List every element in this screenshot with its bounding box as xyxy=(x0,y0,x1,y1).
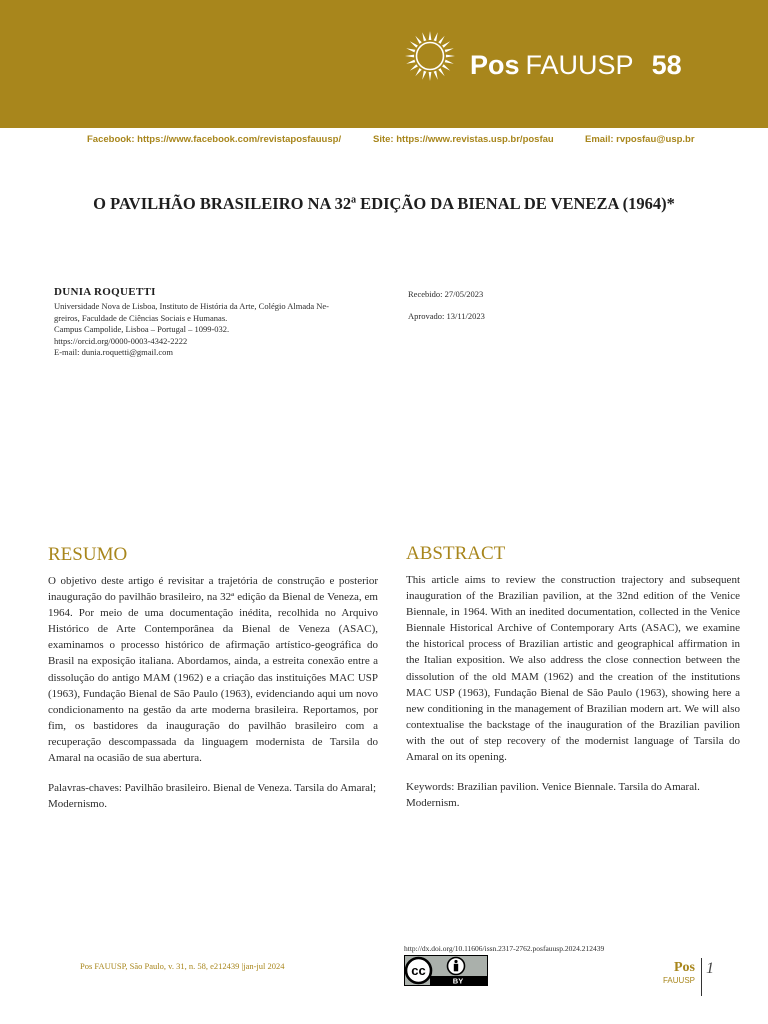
sun-ray xyxy=(406,48,415,52)
issue-number: 58 xyxy=(651,50,682,80)
sun-ray xyxy=(429,31,432,40)
sun-ray xyxy=(422,32,426,41)
resumo-text: O objetivo deste artigo é revisitar a trajetória de construção e posterior inauguração do pavilhão brasileiro, na 32ª edição da Bienal de Veneza, em 1964. Por meio de uma documentação inédita, recolhida no Arquivo Histórico de Arte Contemporânea da Bienal de Veneza (ASAC), examinamos o processo histórico de afirmação artístico-geográfica do Brasil na exposição italiana. Abordamos, ainda, a estreita conexão entre a dissolução do antigo MAM (1962) e a criação das instituições MAC USP (1963), Fundação Bienal de São Paulo (1963), evidenciando aqui um novo condicionamento na gestão da arte moderna brasileira. Reportamos, por fim, os bastidores da inauguração do pavilhão brasileiro com a recuperação descompassada da linguagem modernista de Tarsila do Amaral na ocasião de sua abertura. xyxy=(48,575,378,765)
footer-brand-pos: Pos xyxy=(674,960,695,975)
sun-ray xyxy=(405,55,414,58)
sun-ray xyxy=(438,68,444,76)
abstract-text: This article aims to review the construction trajectory and subsequent inauguration of the Brazilian pavilion, at the 32nd edition of the Venice Biennale, in 1964. With an inedited documentation, collected in the Venice Biennale Historical Archive of Contemporary Arts (ASAC), we examine the historical process of Brazilian artistic and geographical affirmation in the Italian exposition. We also address the close connection between the dissolution of the old MAM (1962) and the creation of the institutions MAC USP (1963), Fundação Bienal de São Paulo (1963), showing here a new conditioning in the management of Brazilian modern art. We will also contextualise the backstage of the inauguration of the Brazilian pavilion with the out of step recovery of the modernist language of Tarsila do Amaral on its opening. xyxy=(406,574,740,764)
affiliation-line-1: Universidade Nova de Lisboa, Instituto de História da Arte, Colégio Almada Ne- xyxy=(54,301,330,311)
resumo-keywords: Palavras-chaves: Pavilhão brasileiro. Bienal de Veneza. Tarsila do Amaral; Modernismo. xyxy=(48,782,377,811)
footer-citation: Pos FAUUSP, São Paulo, v. 31, n. 58, e212439 |jan-jul 2024 xyxy=(80,961,285,971)
footer-brand-fauusp: FAUUSP xyxy=(662,976,695,985)
cc-by-icon xyxy=(404,955,488,986)
author-email[interactable]: E-mail: dunia.roquetti@gmail.com xyxy=(54,347,174,357)
sun-icon xyxy=(404,30,456,82)
affiliation-line-2: greiros, Faculdade de Ciências Sociais e Humanas. xyxy=(54,312,228,323)
sun-ray xyxy=(410,64,418,70)
sun-ray xyxy=(438,36,444,44)
resumo-section xyxy=(48,544,378,812)
abstract-keywords: Keywords: Brazilian pavilion. Venice Biennale. Tarsila do Amaral. Modernism. xyxy=(406,781,700,810)
sun-ray xyxy=(415,68,421,76)
resumo-heading: RESUMO xyxy=(48,544,128,565)
article-title: O PAVILHÃO BRASILEIRO NA 32ª EDIÇÃO DA BIENAL DE VENEZA (1964)* xyxy=(93,194,675,213)
footer-brand xyxy=(663,960,695,986)
approved-date: Aprovado: 13/11/2023 xyxy=(408,311,485,321)
journal-header xyxy=(0,0,768,128)
license-label: BY xyxy=(452,976,464,986)
sun-ray xyxy=(442,41,450,47)
brand-fauusp: FAUUSP xyxy=(525,50,634,80)
email-link[interactable]: Email: rvposfau@usp.br xyxy=(585,134,695,145)
sun-ray xyxy=(406,60,415,64)
sun-ray xyxy=(429,72,432,81)
author-orcid[interactable]: https://orcid.org/0000-0003-4342-2222 xyxy=(54,335,188,346)
sun-ray xyxy=(445,60,454,64)
contact-links xyxy=(0,134,768,148)
facebook-link[interactable]: Facebook: https://www.facebook.com/revistaposfauusp/ xyxy=(87,134,342,145)
author-address: Campus Campolide, Lisboa – Portugal – 1099-032. xyxy=(54,324,230,334)
received-date: Recebido: 27/05/2023 xyxy=(408,289,484,299)
journal-brand xyxy=(470,50,682,81)
author-name: DUNIA ROQUETTI xyxy=(54,286,156,298)
footer-divider xyxy=(701,958,702,996)
dates-block xyxy=(408,289,485,333)
sun-ray xyxy=(434,71,438,80)
author-block xyxy=(54,286,384,359)
sun-ray xyxy=(415,36,421,44)
sun-ray xyxy=(410,41,418,47)
doi-link[interactable]: http://dx.doi.org/10.11606/issn.2317-2762.posfauusp.2024.212439 xyxy=(404,944,605,953)
author-affiliation xyxy=(54,301,384,359)
site-link[interactable]: Site: https://www.revistas.usp.br/posfau xyxy=(373,134,554,145)
sun-ray xyxy=(422,71,426,80)
page-number: 1 xyxy=(706,960,714,977)
license-cc: cc xyxy=(411,963,426,978)
abstract-section xyxy=(406,543,740,811)
sun-ray xyxy=(445,48,454,52)
sun-ray xyxy=(434,32,438,41)
brand-pos: Pos xyxy=(470,50,520,80)
sun-ray xyxy=(446,55,455,58)
abstract-heading: ABSTRACT xyxy=(406,543,506,564)
sun-ray xyxy=(442,64,450,70)
